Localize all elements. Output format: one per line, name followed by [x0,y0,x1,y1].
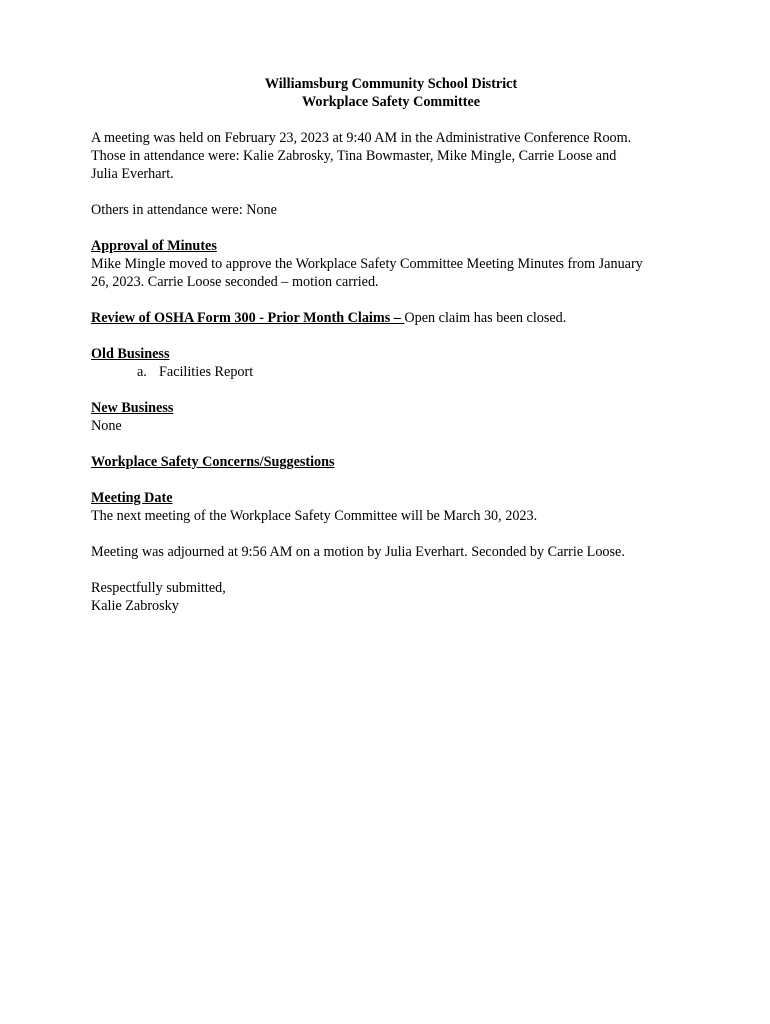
district-name: Williamsburg Community School District [264,76,518,92]
concerns-heading: Workplace Safety Concerns/Suggestions [91,454,335,470]
new-business-text: None [91,418,122,434]
osha-heading: Review of OSHA Form 300 - Prior Month Claims – [91,310,405,326]
list-marker: a. [137,364,147,380]
others-attendance: Others in attendance were: None [91,202,277,218]
approval-line-2: 26, 2023. Carrie Loose seconded – motion carried. [91,274,379,290]
osha-text: Open claim has been closed. [404,310,567,326]
new-business-section [91,399,691,435]
new-business-heading: New Business [91,400,174,416]
old-business-heading: Old Business [91,346,170,362]
adjourned-text: Meeting was adjourned at 9:56 AM on a motion by Julia Everhart. Seconded by Carrie Loose. [91,544,625,560]
concerns-section [91,453,691,471]
intro-line-2: Those in attendance were: Kalie Zabrosky, Tina Bowmaster, Mike Mingle, Carrie Loose and [91,148,617,164]
closing-section [91,579,691,615]
approval-heading: Approval of Minutes [91,238,217,254]
approval-line-1: Mike Mingle moved to approve the Workplace Safety Committee Meeting Minutes from January [91,256,643,272]
meeting-date-section [91,489,691,525]
osha-section [91,309,691,327]
intro-line-1: A meeting was held on February 23, 2023 at 9:40 AM in the Administrative Conference Room. [91,130,632,146]
document-page [91,75,691,615]
list-item-text: Facilities Report [159,364,254,380]
meeting-date-heading: Meeting Date [91,490,173,506]
old-business-section [91,345,691,363]
intro-paragraph [91,129,691,183]
closing-line: Respectfully submitted, [91,580,226,596]
approval-section [91,237,691,291]
intro-line-3: Julia Everhart. [91,166,174,182]
signature-name: Kalie Zabrosky [91,598,179,614]
document-header [91,75,691,111]
meeting-date-text: The next meeting of the Workplace Safety Committee will be March 30, 2023. [91,508,538,524]
list-item [91,363,691,381]
committee-name: Workplace Safety Committee [301,94,481,110]
